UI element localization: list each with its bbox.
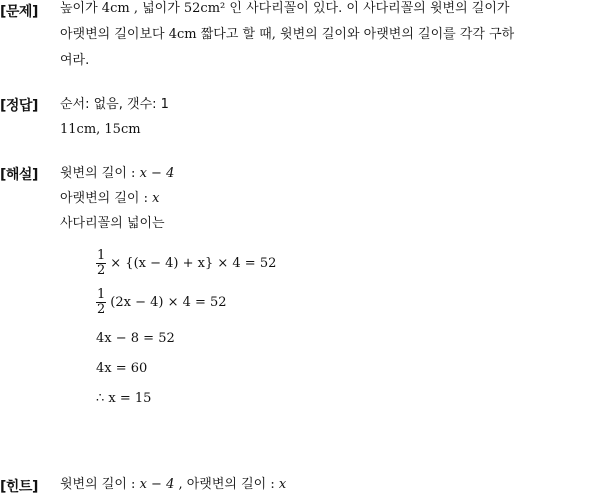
hint-tag: [힌트] [0,479,38,495]
equation-1-denominator: 2 [97,263,106,278]
hint-line [60,473,286,497]
problem-line-1: 높이가 4cm , 넓이가 52cm² 인 사다리꼴이 있다. 이 사다리꼴의 윗변의 길이가 [60,1,510,16]
solution-lower-expr: x [152,191,160,206]
equation-2-denominator: 2 [97,302,106,317]
equation-1 [96,249,276,278]
equation-2 [96,288,227,317]
problem-tag: [문제] [0,4,38,20]
hint-expr-b: x [278,477,287,492]
answer-line-2: 11cm, 15cm [60,122,141,137]
equation-3: 4x − 8 = 52 [96,331,175,346]
solution-upper-line [60,162,174,186]
solution-upper-label: 윗변의 길이 : [60,166,140,181]
problem-line-3: 여라. [60,53,90,68]
answer-tag: [정답] [0,98,38,114]
solution-upper-expr: x − 4 [139,166,175,181]
solution-area-text: 사다리꼴의 넓이는 [60,216,165,231]
equation-2-fraction [96,288,106,317]
equation-2-rest: (2x − 4) × 4 = 52 [110,295,227,310]
equation-1-fraction [96,249,106,278]
answer-line-1: 순서: 없음, 갯수: 1 [60,97,169,112]
equation-5: ∴ x = 15 [96,391,152,406]
equation-4: 4x = 60 [96,361,148,376]
solution-lower-label: 아랫변의 길이 : [60,191,153,206]
equation-2-numerator: 1 [97,287,106,302]
solution-lower-line [60,187,159,211]
problem-line-2: 아랫변의 길이보다 4cm 짧다고 할 때, 윗변의 길이와 아랫변의 길이를 각각 구하 [60,27,515,42]
equation-1-rest: × {(x − 4) + x} × 4 = 52 [110,256,277,271]
hint-text-b: , 아랫변의 길이 : [174,477,279,492]
hint-text-a: 윗변의 길이 : [60,477,140,492]
equation-1-numerator: 1 [97,248,106,263]
hint-expr-a: x − 4 [139,477,175,492]
solution-tag: [해설] [0,167,38,183]
